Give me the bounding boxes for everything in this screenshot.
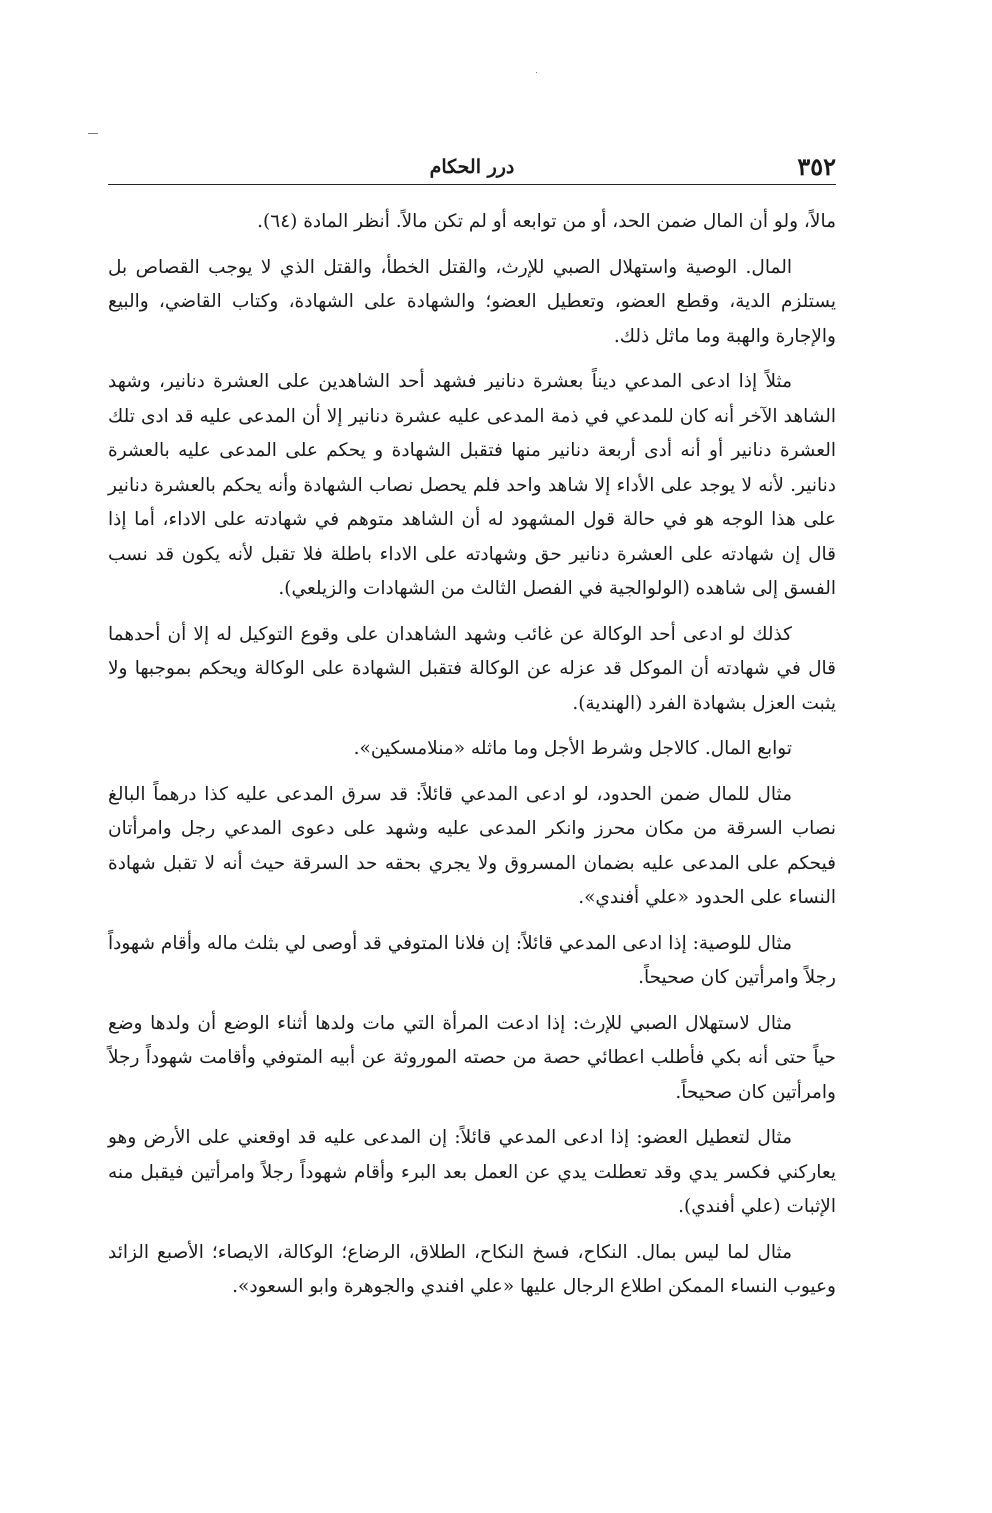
- paragraph-3: مثلاً إذا ادعى المدعي ديناً بعشرة دنانير فشهد أحد الشاهدين على العشرة دنانير، وشهد الشاهد الآخر أنه كان للمدعي في ذمة المدعى عليه عشرة دنانير إلا أن المدعى عليه قد ادى تلك العشرة دنانير أو أنه أدى أربعة دنانير منها فتقبل الشهادة و يحكم على المدعى عليه بالعشرة دنانير. لأنه لا يوجد على الأداء إلا شاهد واحد فلم يحصل نصاب الشهادة وأنه يحكم بالعشرة دنانير على هذا الوجه هو في حالة قول المشهود له أن الشاهد متوهم في شهادته على الاداء، أما إذا قال إن شهادته على العشرة دنانير حق وشهادته على الاداء باطلة فلا تقبل لأنه يكون قد نسب الفسق إلى شاهده (الولوالجية في الفصل الثالث من الشهادات والزيلعي).: [108, 371, 836, 599]
- paragraph-6: مثال للمال ضمن الحدود، لو ادعى المدعي قائلاً: قد سرق المدعى عليه كذا درهماً البالغ نصاب السرقة من مكان محرز وانكر المدعى عليه وشهد على دعوى المدعي رجل وامرأتان فيحكم على المدعى عليه بضمان المسروق ولا يجري بحقه حد السرقة حيث أنه لا تقبل شهادة النساء على الحدود «علي أفندي».: [108, 783, 836, 908]
- paragraph-10: مثال لما ليس بمال. النكاح، فسخ النكاح، الطلاق، الرضاع؛ الوكالة، الايصاء؛ الأصبع الزائد وعيوب النساء الممكن اطلاع الرجال عليها «علي افندي والجوهرة وابو السعود».: [108, 1241, 836, 1297]
- scan-mark-left: [88, 133, 98, 134]
- scan-mark-top: [536, 72, 537, 73]
- paragraph-5: توابع المال. كالاجل وشرط الأجل وما ماثله «منلامسكين».: [353, 738, 792, 759]
- paragraph-4: كذلك لو ادعى أحد الوكالة عن غائب وشهد الشاهدان على وقوع التوكيل له إلا أن أحدهما قال في شهادته أن الموكل قد عزله عن الوكالة فتقبل الشهادة على الوكالة ويحكم بموجبها ولا يثبت العزل بشهادة الفرد (الهندية).: [108, 623, 836, 714]
- running-title: درر الحكام: [429, 156, 515, 178]
- paragraph-7: مثال للوصية: إذا ادعى المدعي قائلاً: إن فلانا المتوفي قد أوصى لي بثلث ماله وأقام شهوداً رجلاً وامرأتين كان صحيحاً.: [108, 932, 836, 988]
- page-header: [108, 150, 836, 185]
- book-page: [108, 150, 836, 1400]
- paragraph-2: المال. الوصية واستهلال الصبي للإرث، والقتل الخطأ، والقتل الذي لا يوجب القصاص بل يستلزم الدية، وقطع العضو، وتعطيل العضو؛ والشهادة على الشهادة، وكتاب القاضي، والبيع والإجارة والهبة وما ماثل ذلك.: [108, 256, 836, 347]
- page-number: ٣٥٢: [797, 152, 836, 181]
- paragraph-9: مثال لتعطيل العضو: إذا ادعى المدعي قائلاً: إن المدعى عليه قد اوقعني على الأرض وهو يعاركني فكسر يدي وقد تعطلت يدي عن العمل بعد البرء وأقام شهوداً رجلاً وامرأتين فيقبل منه الإثبات (علي أفندي).: [108, 1127, 836, 1217]
- paragraph-8: مثال لاستهلال الصبي للإرث: إذا ادعت المرأة التي مات ولدها أثناء الوضع أن ولدها وضع حياً حتى أنه بكي فأطلب اعطائي حصة من حصته الموروثة عن أبيه المتوفي وأقامت شهوداً رجلاً وامرأتين كان صحيحاً.: [108, 1012, 836, 1103]
- paragraph-1: مالاً، ولو أن المال ضمن الحد، أو من توابعه أو لم تكن مالاً. أنظر المادة (٦٤).: [257, 211, 836, 232]
- page-body: [108, 205, 836, 1305]
